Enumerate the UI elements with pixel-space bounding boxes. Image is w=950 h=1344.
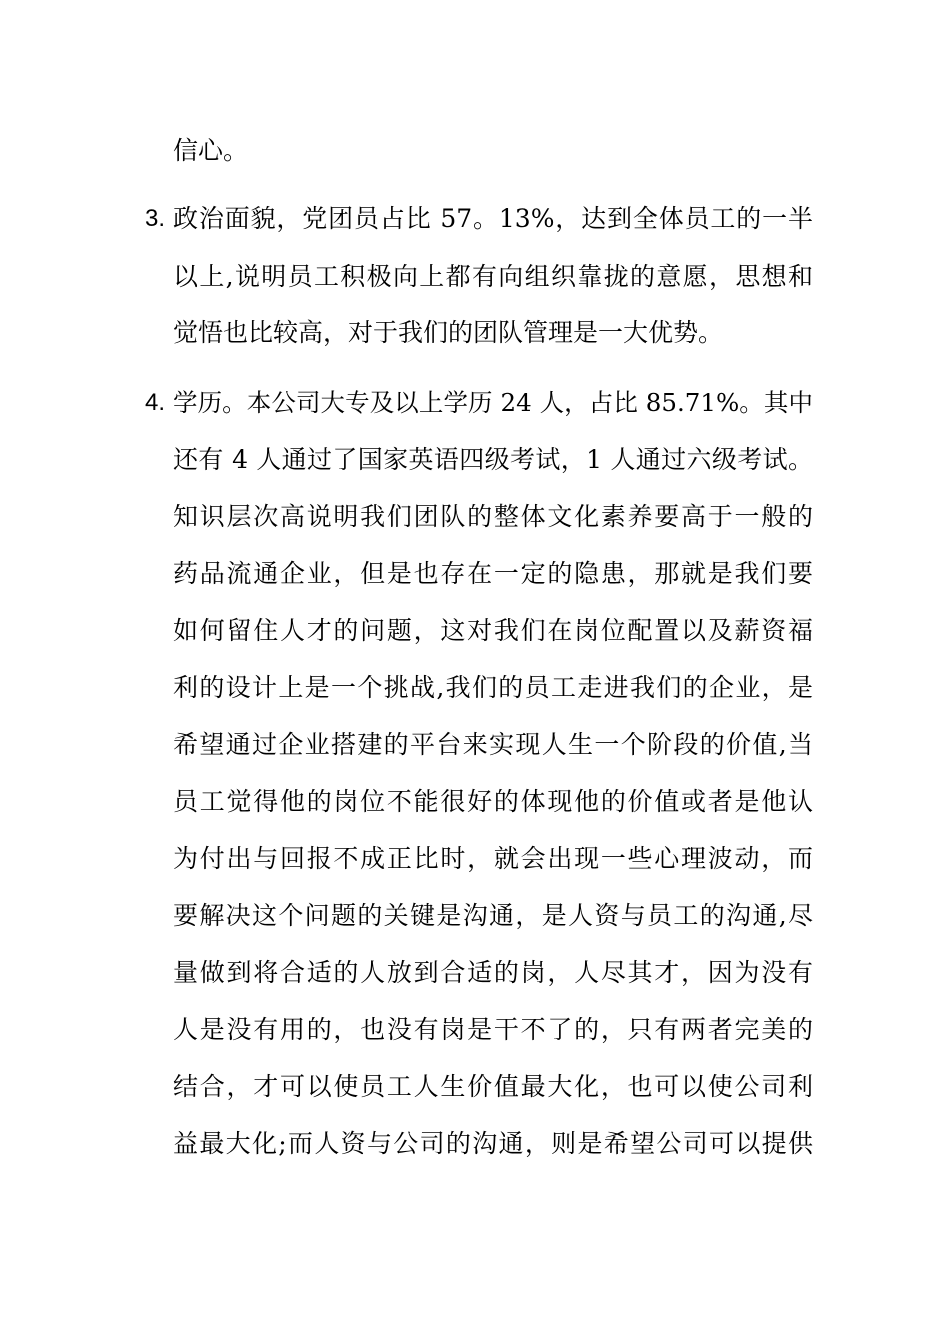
- paragraph-line: 学历。本公司大专及以上学历 24 人，占比 85.71%。其中: [173, 388, 813, 417]
- paragraph-line: 以上,说明员工积极向上都有向组织靠拢的意愿，思想和: [173, 262, 813, 291]
- list-number: 3.: [145, 205, 166, 232]
- paragraph-line: 益最大化;而人资与公司的沟通，则是希望公司可以提供: [173, 1129, 813, 1158]
- paragraph-line: 知识层次高说明我们团队的整体文化素养要高于一般的: [173, 502, 813, 531]
- paragraph-line: 要解决这个问题的关键是沟通，是人资与员工的沟通,尽: [173, 901, 813, 930]
- paragraph-line: 如何留住人才的问题，这对我们在岗位配置以及薪资福: [173, 616, 813, 645]
- paragraph-line: 觉悟也比较高，对于我们的团队管理是一大优势。: [173, 318, 724, 347]
- paragraph-line: 量做到将合适的人放到合适的岗，人尽其才，因为没有: [173, 958, 813, 987]
- paragraph-line: 药品流通企业，但是也存在一定的隐患，那就是我们要: [173, 559, 813, 588]
- list-number: 4.: [145, 389, 166, 416]
- paragraph-line: 希望通过企业搭建的平台来实现人生一个阶段的价值,当: [173, 730, 813, 759]
- paragraph-line: 为付出与回报不成正比时，就会出现一些心理波动，而: [173, 844, 813, 873]
- paragraph-line: 信心。: [173, 136, 249, 165]
- paragraph-line: 还有 4 人通过了国家英语四级考试，1 人通过六级考试。: [173, 445, 813, 474]
- paragraph-line: 政治面貌，党团员占比 57。13%，达到全体员工的一半: [173, 204, 813, 233]
- paragraph-line: 结合，才可以使员工人生价值最大化，也可以使公司利: [173, 1072, 813, 1101]
- paragraph-line: 利的设计上是一个挑战,我们的员工走进我们的企业，是: [173, 673, 813, 702]
- paragraph-line: 人是没有用的，也没有岗是干不了的，只有两者完美的: [173, 1015, 813, 1044]
- paragraph-line: 员工觉得他的岗位不能很好的体现他的价值或者是他认: [173, 787, 813, 816]
